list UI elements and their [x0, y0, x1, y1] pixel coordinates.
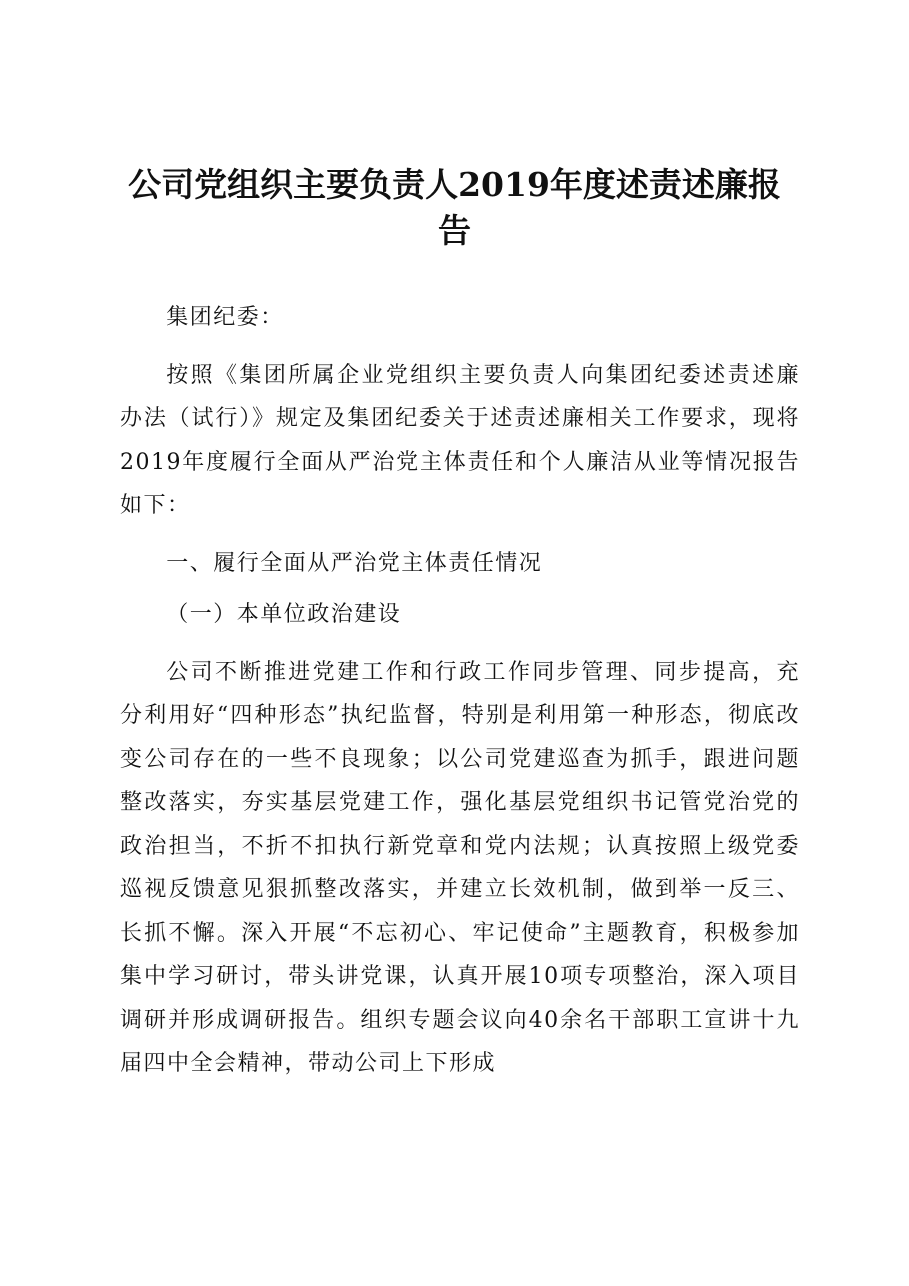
section-heading: 一、履行全面从严治党主体责任情况 [166, 550, 543, 576]
subsection-heading: （一）本单位政治建设 [166, 602, 402, 627]
subsection-body-paragraph: 公司不断推进党建工作和行政工作同步管理、同步提高，充分利用好“四种形态”执纪监督，特别是利用第一种形态，彻底改变公司存在的一些不良现象；以公司党建巡查为抓手，跟进问题整改落实，夯实基层党建工作，强化基层党组织书记管党治党的政治担当，不折不扣执行新党章和党内法规；认真按照上级党委巡视反馈意见狠抓整改落实，并建立长效机制，做到举一反三、长抓不懈。深入开展“不忘初心、牢记使命”主题教育，积极参加集中学习研讨，带头讲党课，认真开展10项专项整治，深入项目调研并形成调研报告。组织专题会议向40余名干部职工宣讲十九届四中全会精神，带动公司上下形成 [120, 659, 800, 1076]
document-title: 公司党组织主要负责人2019年度述责述廉报告 [128, 165, 781, 250]
intro-paragraph: 按照《集团所属企业党组织主要负责人向集团纪委述责述廉办法（试行）》规定及集团纪委关于述责述廉相关工作要求，现将2019年度履行全面从严治党主体责任和个人廉洁从业等情况报告如下： [120, 362, 800, 518]
salutation: 集团纪委： [166, 305, 284, 330]
document-body [120, 296, 800, 1100]
